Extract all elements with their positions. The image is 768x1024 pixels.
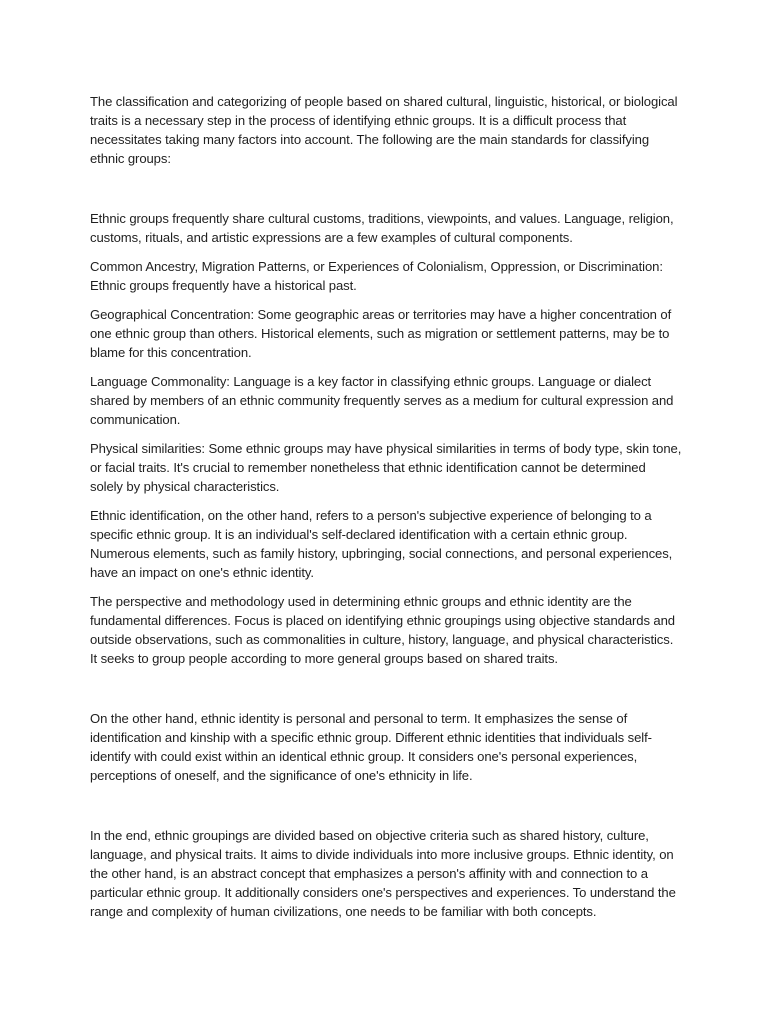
paragraph-geography: Geographical Concentration: Some geographic areas or territories may have a higher concentration of one ethnic group than others. Historical elements, such as migration or settlement patterns, may be to blame for this concentration. xyxy=(90,307,672,360)
paragraph-conclusion: In the end, ethnic groupings are divided based on objective criteria such as shared history, culture, language, and physical traits. It aims to divide individuals into more inclusive groups. Ethnic identity, on the other hand, is an abstract concept that emphasizes a person's affinity with and connection to a particular ethnic group. It additionally considers one's perspectives and experiences. To understand the range and complexity of human civilizations, one needs to be familiar with both concepts. xyxy=(90,828,676,919)
paragraph-ancestry: Common Ancestry, Migration Patterns, or Experiences of Colonialism, Oppression, or Discrimination: Ethnic groups frequently have a historical past. xyxy=(90,259,663,293)
paragraph-language: Language Commonality: Language is a key factor in classifying ethnic groups. Language or dialect shared by members of an ethnic community frequently serves as a medium for cultural expression and communication. xyxy=(90,374,674,427)
paragraph-differences: The perspective and methodology used in determining ethnic groups and ethnic identity are the fundamental differences. Focus is placed on identifying ethnic groupings using objective standards and outside observations, such as commonalities in culture, history, language, and physical characteristics. It seeks to group people according to more general groups based on shared traits. xyxy=(90,594,675,666)
paragraph-cultural: Ethnic groups frequently share cultural customs, traditions, viewpoints, and values. Language, religion, customs, rituals, and artistic expressions are a few examples of cultural components. xyxy=(90,211,674,245)
paragraph-physical: Physical similarities: Some ethnic groups may have physical similarities in terms of body type, skin tone, or facial traits. It's crucial to remember nonetheless that ethnic identification cannot be determined solely by physical characteristics. xyxy=(90,441,682,494)
paragraph-ethnic-identification: Ethnic identification, on the other hand, refers to a person's subjective experience of belonging to a specific ethnic group. It is an individual's self-declared identification with a certain ethnic group. Numerous elements, such as family history, upbringing, social connections, and personal experiences, have an impact on one's ethnic identity. xyxy=(90,508,673,580)
paragraph-ethnic-identity: On the other hand, ethnic identity is personal and personal to term. It emphasizes the sense of identification and kinship with a specific ethnic group. Different ethnic identities that individuals self-identify with could exist within an identical ethnic group. It considers one's personal experiences, perceptions of oneself, and the significance of one's ethnicity in life. xyxy=(90,711,652,783)
document-body xyxy=(90,92,682,931)
paragraph-intro: The classification and categorizing of people based on shared cultural, linguistic, historical, or biological traits is a necessary step in the process of identifying ethnic groups. It is a difficult process that necessitates taking many factors into account. The following are the main standards for classifying ethnic groups: xyxy=(90,94,678,166)
